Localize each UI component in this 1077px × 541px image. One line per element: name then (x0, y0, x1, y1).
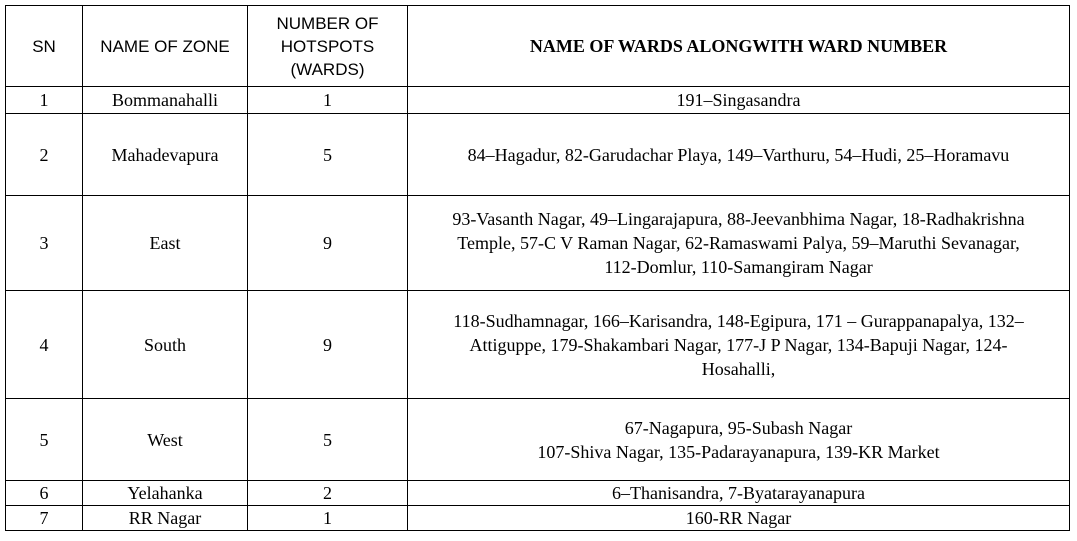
cell-sn: 3 (6, 196, 83, 291)
header-hotspots-line2: HOTSPOTS (280, 36, 375, 56)
cell-wards (408, 87, 1070, 114)
table-row (6, 114, 1070, 196)
table-row (6, 481, 1070, 506)
header-zone: NAME OF ZONE (83, 6, 248, 87)
cell-sn: 7 (6, 506, 83, 531)
cell-sn: 1 (6, 87, 83, 114)
cell-zone: RR Nagar (83, 506, 248, 531)
header-row (6, 6, 1070, 87)
wards-line: 118-Sudhamnagar, 166–Karisandra, 148-Egipura, 171 – Gurappanapalya, 132– (453, 310, 1024, 331)
wards-line: Hosahalli, (701, 358, 776, 379)
cell-count: 5 (248, 399, 408, 481)
header-hotspots-line1: NUMBER OF (276, 13, 379, 33)
header-hotspots (248, 6, 408, 87)
cell-sn: 6 (6, 481, 83, 506)
table-row (6, 291, 1070, 399)
cell-count: 1 (248, 506, 408, 531)
cell-count: 5 (248, 114, 408, 196)
table-row (6, 196, 1070, 291)
wards-line: 107-Shiva Nagar, 135-Padarayanapura, 139-KR Market (537, 441, 940, 462)
table-row (6, 399, 1070, 481)
wards-line: 67-Nagapura, 95-Subash Nagar (624, 417, 853, 438)
cell-count: 1 (248, 87, 408, 114)
header-wards: NAME OF WARDS ALONGWITH WARD NUMBER (408, 6, 1070, 87)
wards-line: 84–Hagadur, 82-Garudachar Playa, 149–Varthuru, 54–Hudi, 25–Horamavu (467, 144, 1010, 165)
cell-zone: Mahadevapura (83, 114, 248, 196)
wards-line: 191–Singasandra (676, 90, 801, 110)
wards-line: Temple, 57-C V Raman Nagar, 62-Ramaswami Palya, 59–Maruthi Sevanagar, (457, 233, 1020, 253)
hotspots-table (5, 5, 1070, 531)
cell-zone: West (83, 399, 248, 481)
cell-sn: 5 (6, 399, 83, 481)
cell-zone: South (83, 291, 248, 399)
wards-line: 160-RR Nagar (685, 508, 792, 528)
cell-wards (408, 196, 1070, 291)
cell-wards (408, 481, 1070, 506)
cell-sn: 2 (6, 114, 83, 196)
header-hotspots-line3: (WARDS) (290, 59, 365, 79)
table-row (6, 506, 1070, 531)
cell-count: 9 (248, 196, 408, 291)
wards-line: 93-Vasanth Nagar, 49–Lingarajapura, 88-Jeevanbhima Nagar, 18-Radhakrishna (452, 209, 1025, 229)
cell-zone: East (83, 196, 248, 291)
wards-line: 6–Thanisandra, 7-Byatarayanapura (612, 483, 865, 503)
table-row (6, 87, 1070, 114)
cell-sn: 4 (6, 291, 83, 399)
cell-wards (408, 114, 1070, 196)
cell-zone: Yelahanka (83, 481, 248, 506)
cell-wards (408, 291, 1070, 399)
cell-wards (408, 399, 1070, 481)
wards-line: 112-Domlur, 110-Samangiram Nagar (604, 257, 873, 277)
cell-zone: Bommanahalli (83, 87, 248, 114)
cell-wards (408, 506, 1070, 531)
header-sn: SN (6, 6, 83, 87)
cell-count: 2 (248, 481, 408, 506)
cell-count: 9 (248, 291, 408, 399)
wards-line: Attiguppe, 179-Shakambari Nagar, 177-J P Nagar, 134-Bapuji Nagar, 124- (469, 334, 1008, 355)
